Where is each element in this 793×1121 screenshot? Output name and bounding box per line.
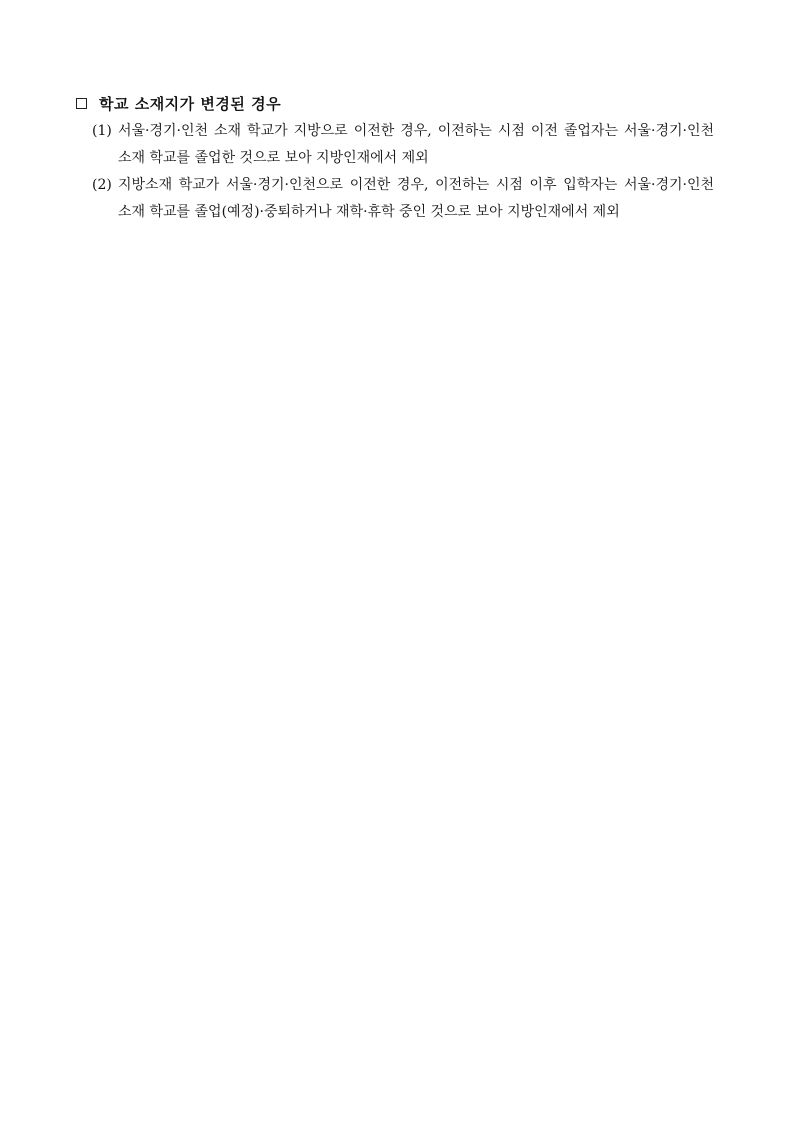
list-item [92,118,726,172]
item-number: (2) [92,177,112,193]
item-list [76,118,726,226]
checkbox-square-icon [76,98,87,109]
item-text: 서울·경기·인천 소재 학교가 지방으로 이전한 경우, 이전하는 시점 이전 졸업자는 서울·경기·인천 소재 학교를 졸업한 것으로 보아 지방인재에서 제외 [118,123,714,166]
item-number: (1) [92,123,112,139]
section-heading [76,92,726,114]
section-heading-text: 학교 소재지가 변경된 경우 [99,94,282,113]
item-text: 지방소재 학교가 서울·경기·인천으로 이전한 경우, 이전하는 시점 이후 입학자는 서울·경기·인천 소재 학교를 졸업(예정)·중퇴하거나 재학·휴학 중인 것으로 보아 지방인재에서 제외 [118,177,714,220]
section-location-change [76,92,726,226]
list-item [92,172,726,226]
